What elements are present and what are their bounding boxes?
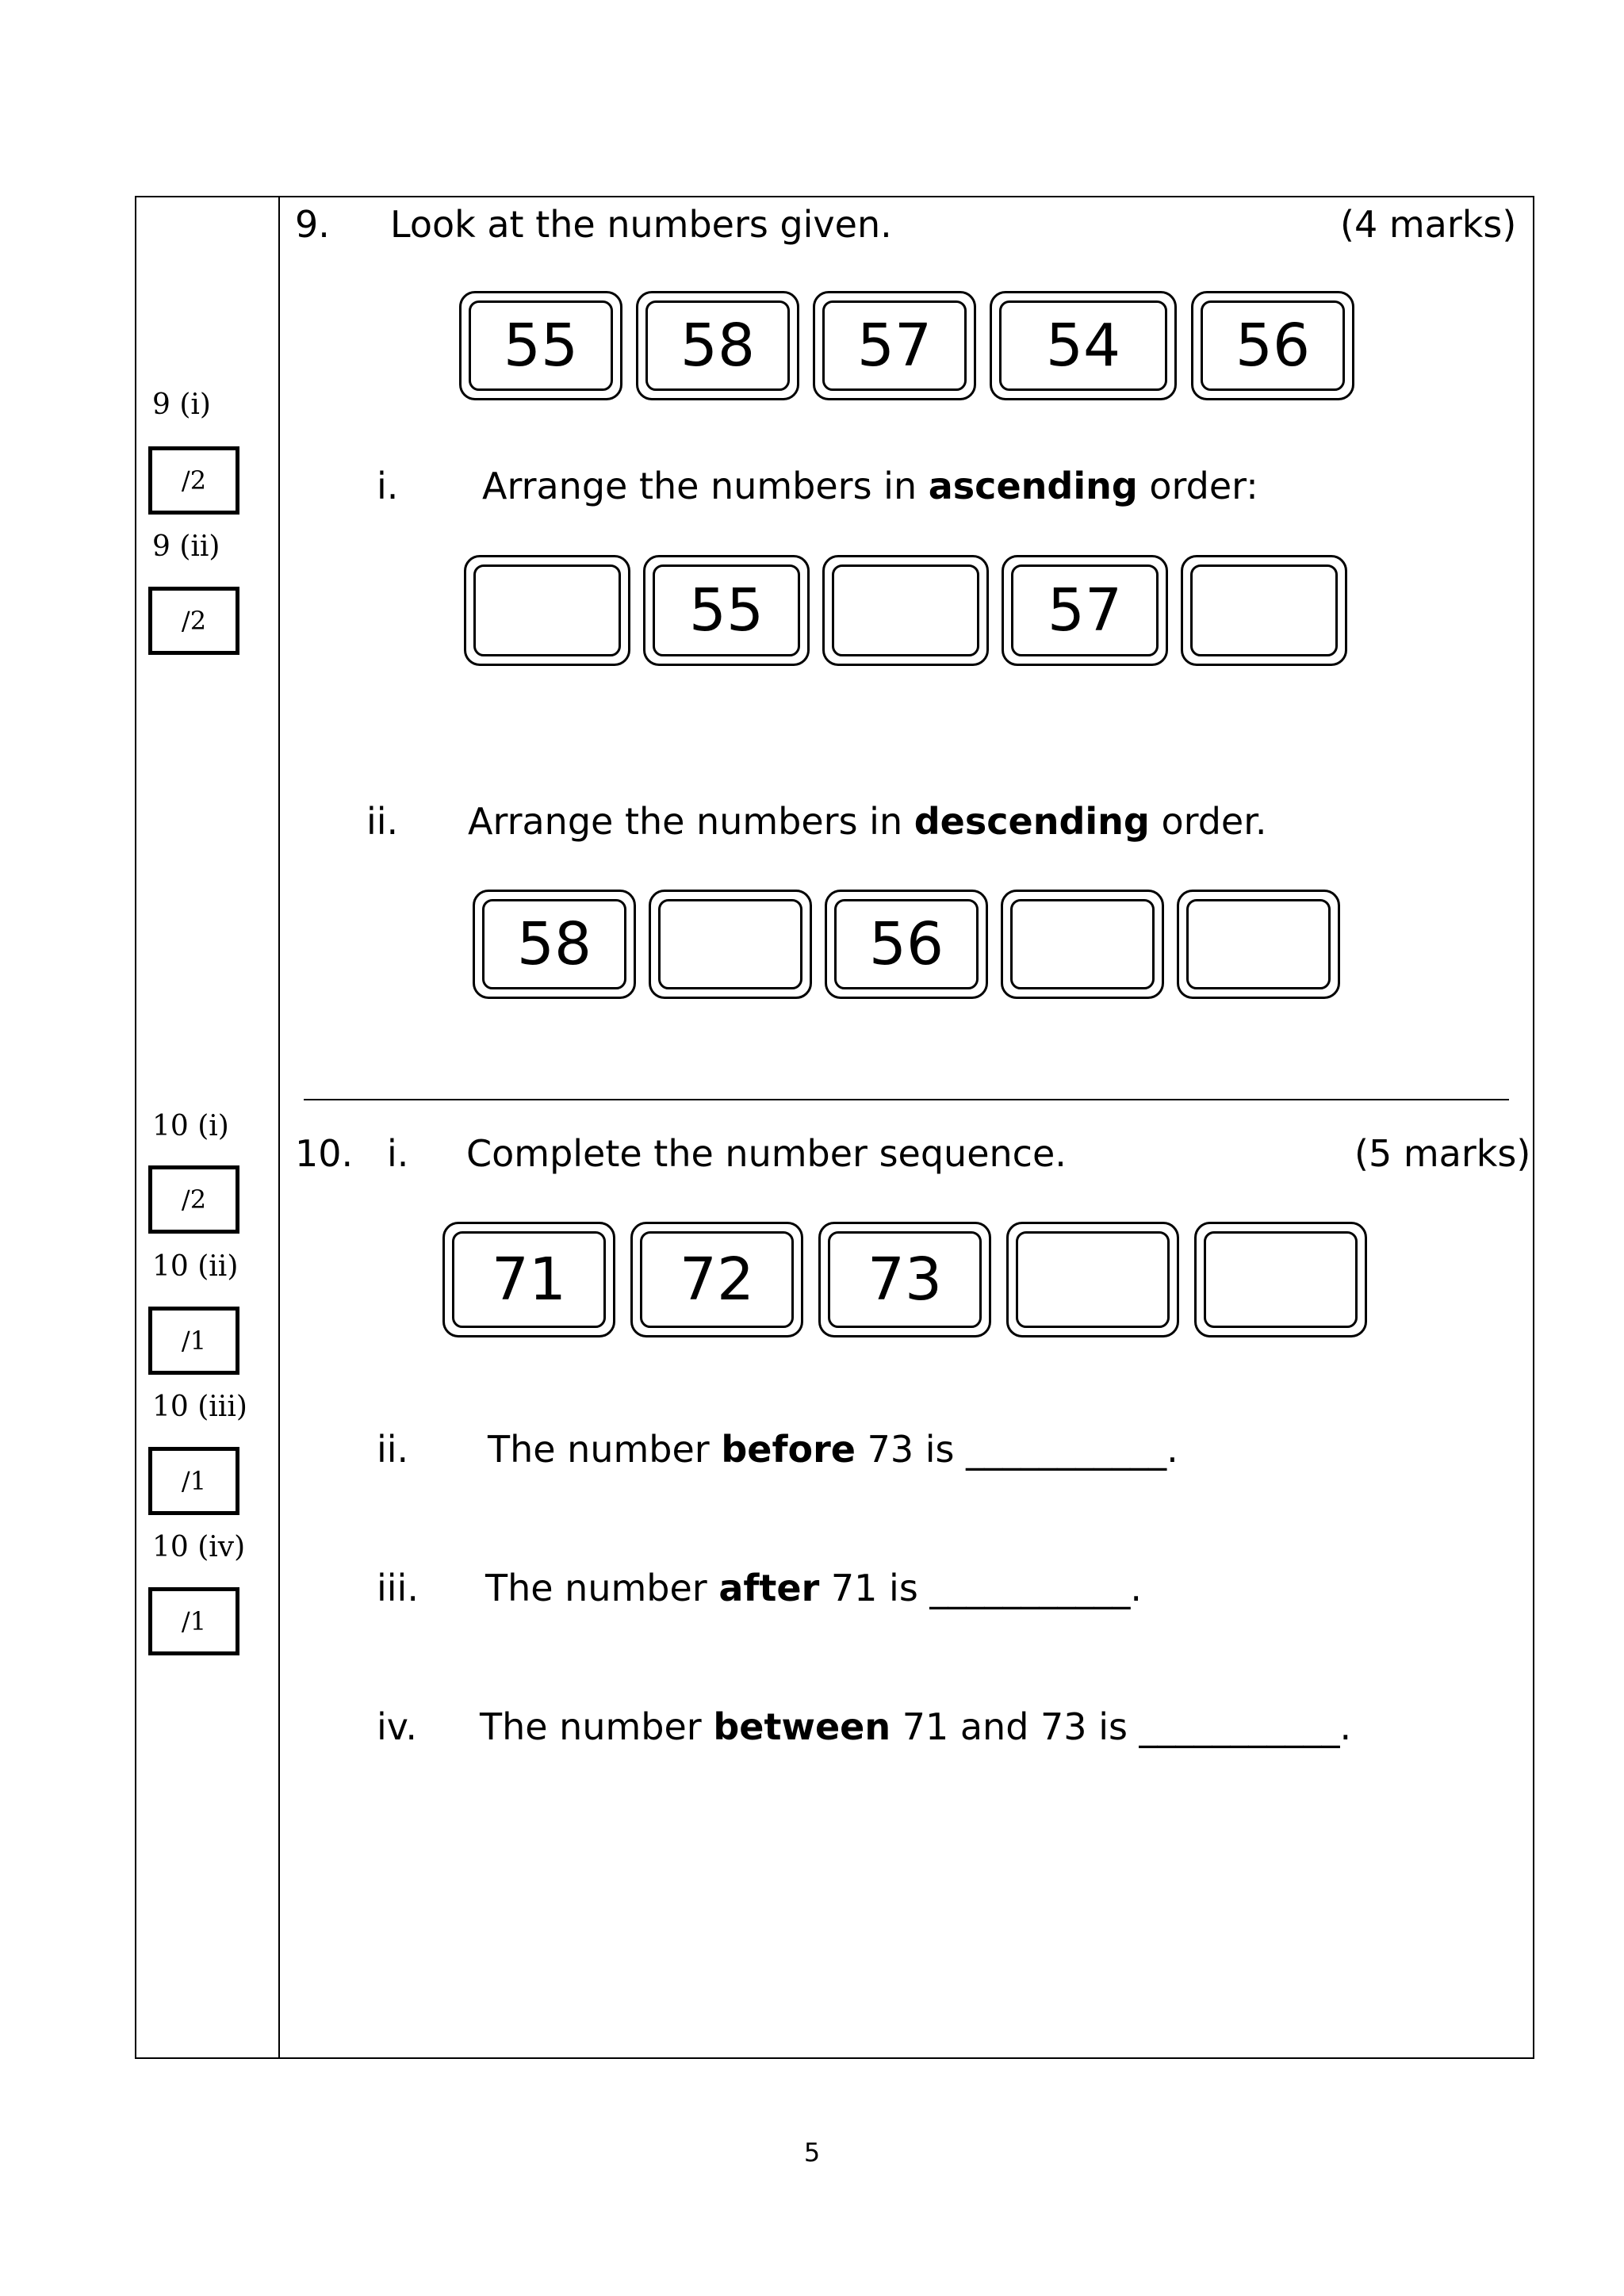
ascending-answer-box-1[interactable] [464,555,630,666]
q9-prompt: Look at the numbers given. [390,203,892,246]
mark-box-10-iii: /1 [148,1447,239,1515]
margin-label-10-iv: 10 (iv) [152,1531,246,1563]
q10-ii-question: The number before 73 is ___________. [488,1428,1178,1471]
q9-number: 9. [295,203,330,246]
q10-number: 10. [295,1132,354,1175]
q10-i-prompt: Complete the number sequence. [466,1132,1067,1175]
sequence-answer-box-4[interactable] [1006,1222,1179,1337]
q9-i-instruction: Arrange the numbers in ascending order: [482,465,1258,507]
margin-column-divider [278,196,280,2059]
sequence-box-3: 73 [818,1222,991,1337]
q9-marks: (4 marks) [1340,203,1517,246]
descending-answer-box-1[interactable]: 58 [473,890,636,999]
descending-answer-box-4[interactable] [1001,890,1164,999]
q10-ii-numeral: ii. [377,1428,409,1471]
q10-iii-question: The number after 71 is ___________. [485,1567,1143,1609]
q10-marks: (5 marks) [1354,1132,1531,1175]
sequence-answer-box-5[interactable] [1194,1222,1367,1337]
mark-box-10-iv: /1 [148,1587,239,1655]
given-number-box: 56 [1191,291,1354,400]
margin-label-10-ii: 10 (ii) [152,1250,239,1283]
mark-box-9-ii: /2 [148,587,239,655]
descending-answer-box-5[interactable] [1177,890,1340,999]
given-number-box: 57 [813,291,976,400]
ascending-answer-box-2[interactable]: 55 [643,555,810,666]
given-number-box: 54 [990,291,1177,400]
margin-label-9-i: 9 (i) [152,388,211,421]
descending-answer-box-3[interactable]: 56 [825,890,988,999]
q9-i-numeral: i. [377,465,399,507]
sequence-box-2: 72 [630,1222,803,1337]
q10-iv-question: The number between 71 and 73 is ___________. [480,1705,1352,1748]
question-separator-line [304,1099,1509,1100]
mark-box-10-ii: /1 [148,1307,239,1375]
mark-box-10-i: /2 [148,1165,239,1234]
descending-answer-box-2[interactable] [649,890,812,999]
margin-label-10-iii: 10 (iii) [152,1391,247,1423]
ascending-answer-box-3[interactable] [822,555,989,666]
q10-i-numeral: i. [387,1132,409,1175]
margin-label-9-ii: 9 (ii) [152,530,220,563]
mark-box-9-i: /2 [148,446,239,515]
page-number: 5 [803,2137,821,2168]
q9-ii-numeral: ii. [366,800,399,843]
given-number-box: 58 [636,291,799,400]
ascending-answer-box-4[interactable]: 57 [1002,555,1168,666]
ascending-answer-box-5[interactable] [1181,555,1347,666]
q10-iv-numeral: iv. [377,1705,418,1748]
given-number-box: 55 [459,291,622,400]
q9-ii-instruction: Arrange the numbers in descending order. [468,800,1267,843]
sequence-box-1: 71 [442,1222,615,1337]
margin-label-10-i: 10 (i) [152,1110,229,1142]
q10-iii-numeral: iii. [377,1567,419,1609]
